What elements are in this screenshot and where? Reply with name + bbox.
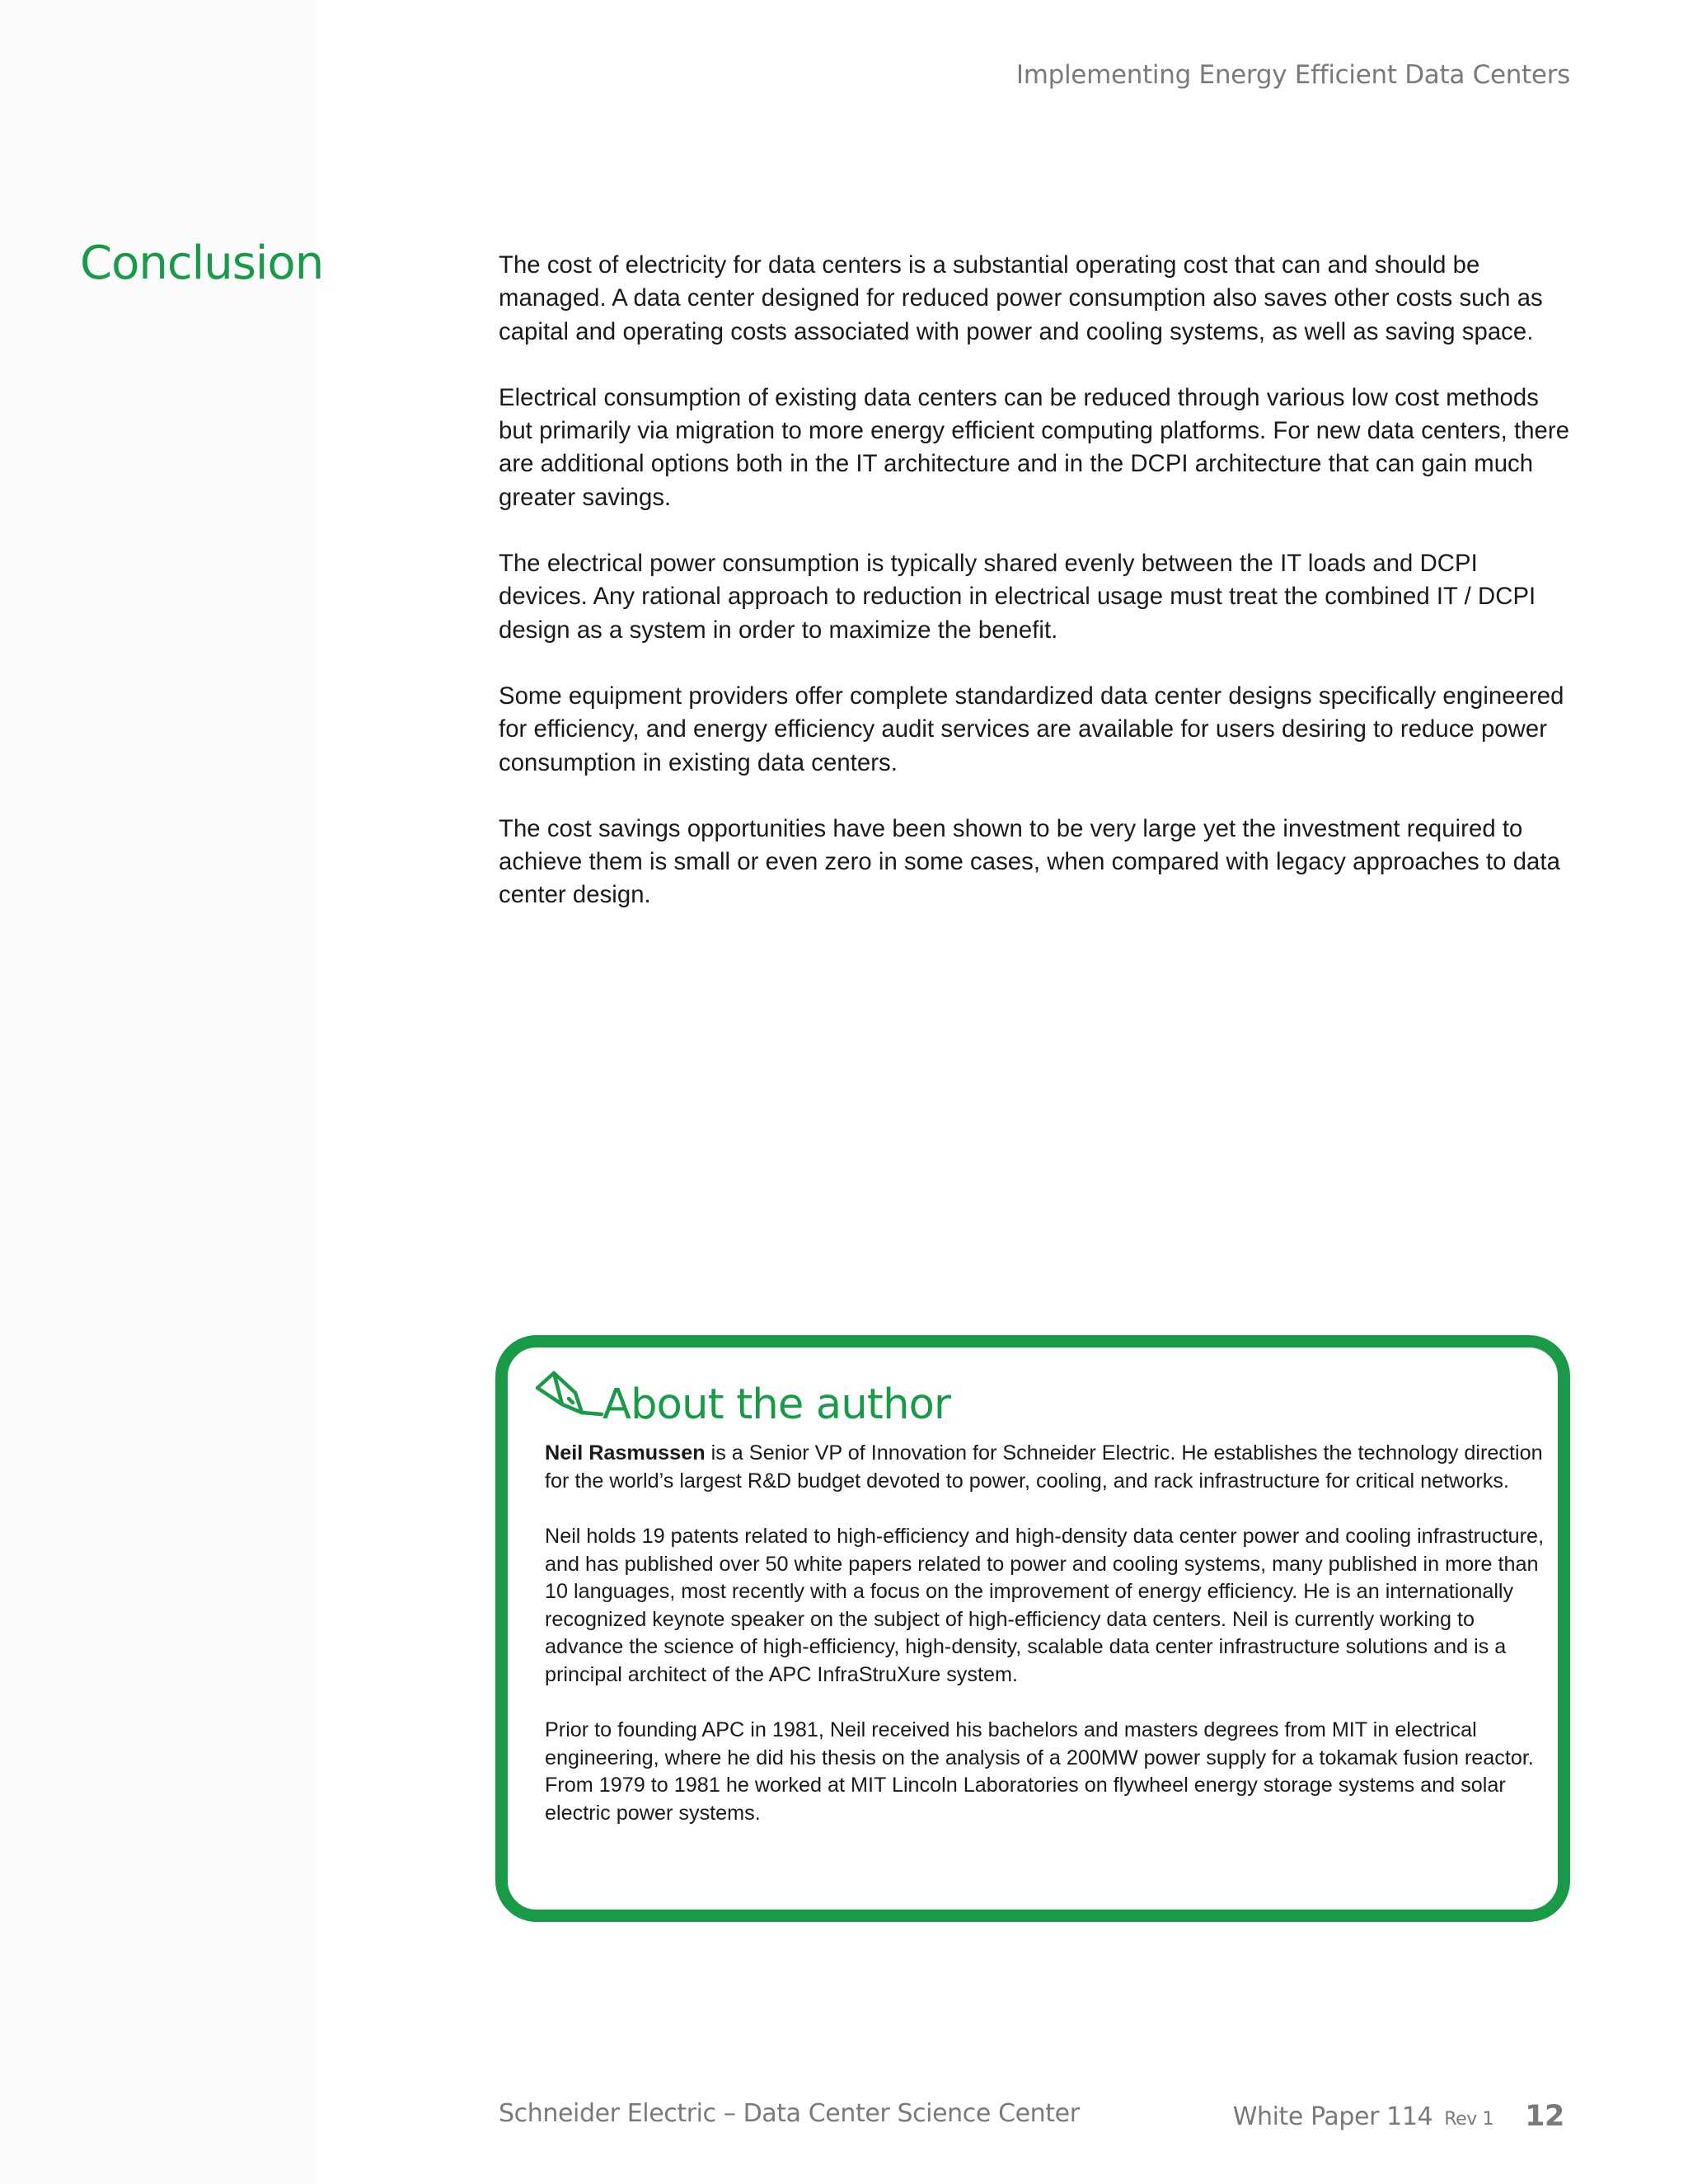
footer-doc-info [1233, 2099, 1564, 2132]
author-bio-paragraph: Neil holds 19 patents related to high-efficiency and high-density data center power and cooling infrastructure, and has published over 50 white papers related to power and cooling systems, many published in more than 10 languages, most recently with a focus on the improvement of energy efficiency. He is an internationally recognized keynote speaker on the subject of high-efficiency data centers. Neil is currently working to advance the science of high-efficiency, high-density, scalable data center infrastructure solutions and is a principal architect of the APC InfraStruXure system. [545, 1525, 1545, 1686]
pen-icon [534, 1368, 605, 1424]
body-paragraph: The electrical power consumption is typically shared evenly between the IT loads and DCPI devices. Any rational approach to reduction in electrical usage must treat the combined IT / DCPI design as a system in order to maximize the benefit. [499, 550, 1536, 644]
running-header: Implementing Energy Efficient Data Centers [1015, 60, 1570, 90]
author-bio-paragraph [545, 1440, 1546, 1495]
author-intro-text: is a Senior VP of Innovation for Schneider Electric. He establishes the technology direction for the world’s largest R&D budget devoted to power, cooling, and rack infrastructure for critical networks. [545, 1441, 1543, 1493]
body-paragraph: Electrical consumption of existing data centers can be reduced through various low cost methods but primarily via migration to more energy efficient computing platforms. For new data centers, there are additional options both in the IT architecture and in the DCPI architecture that can gain much greater savings. [499, 383, 1570, 511]
body-paragraph: The cost savings opportunities have been shown to be very large yet the investment required to achieve them is small or even zero in some cases, when compared with legacy approaches to data center design. [499, 814, 1560, 909]
footer-publisher: Schneider Electric – Data Center Science Center [499, 2099, 1080, 2128]
author-bio-paragraph: Prior to founding APC in 1981, Neil received his bachelors and masters degrees from MIT in electrical engineering, where he did his thesis on the analysis of a 200MW power supply for a tokamak fusion reactor. From 1979 to 1981 he worked at MIT Lincoln Laboratories on flywheel energy storage systems and solar electric power systems. [545, 1718, 1534, 1825]
body-paragraph: The cost of electricity for data centers is a substantial operating cost that can and should be managed. A data center designed for reduced power consumption also saves other costs such as capital and operating costs associated with power and cooling systems, as well as saving space. [499, 251, 1543, 345]
author-box-title: About the author [603, 1380, 951, 1429]
body-paragraph: Some equipment providers offer complete standardized data center designs specifically engineered for efficiency, and energy efficiency audit services are available for users desiring to reduce power consumption in existing data centers. [499, 682, 1564, 776]
left-margin-band [0, 0, 317, 2184]
footer-revision: Rev 1 [1444, 2109, 1494, 2130]
page-number: 12 [1525, 2100, 1564, 2133]
author-bio [545, 1440, 1546, 1855]
about-author-box [495, 1335, 1570, 1922]
footer-doc-label: White Paper 114 [1232, 2102, 1433, 2131]
author-name: Neil Rasmussen [545, 1441, 706, 1465]
conclusion-body [499, 249, 1570, 945]
section-title: Conclusion [80, 237, 324, 290]
